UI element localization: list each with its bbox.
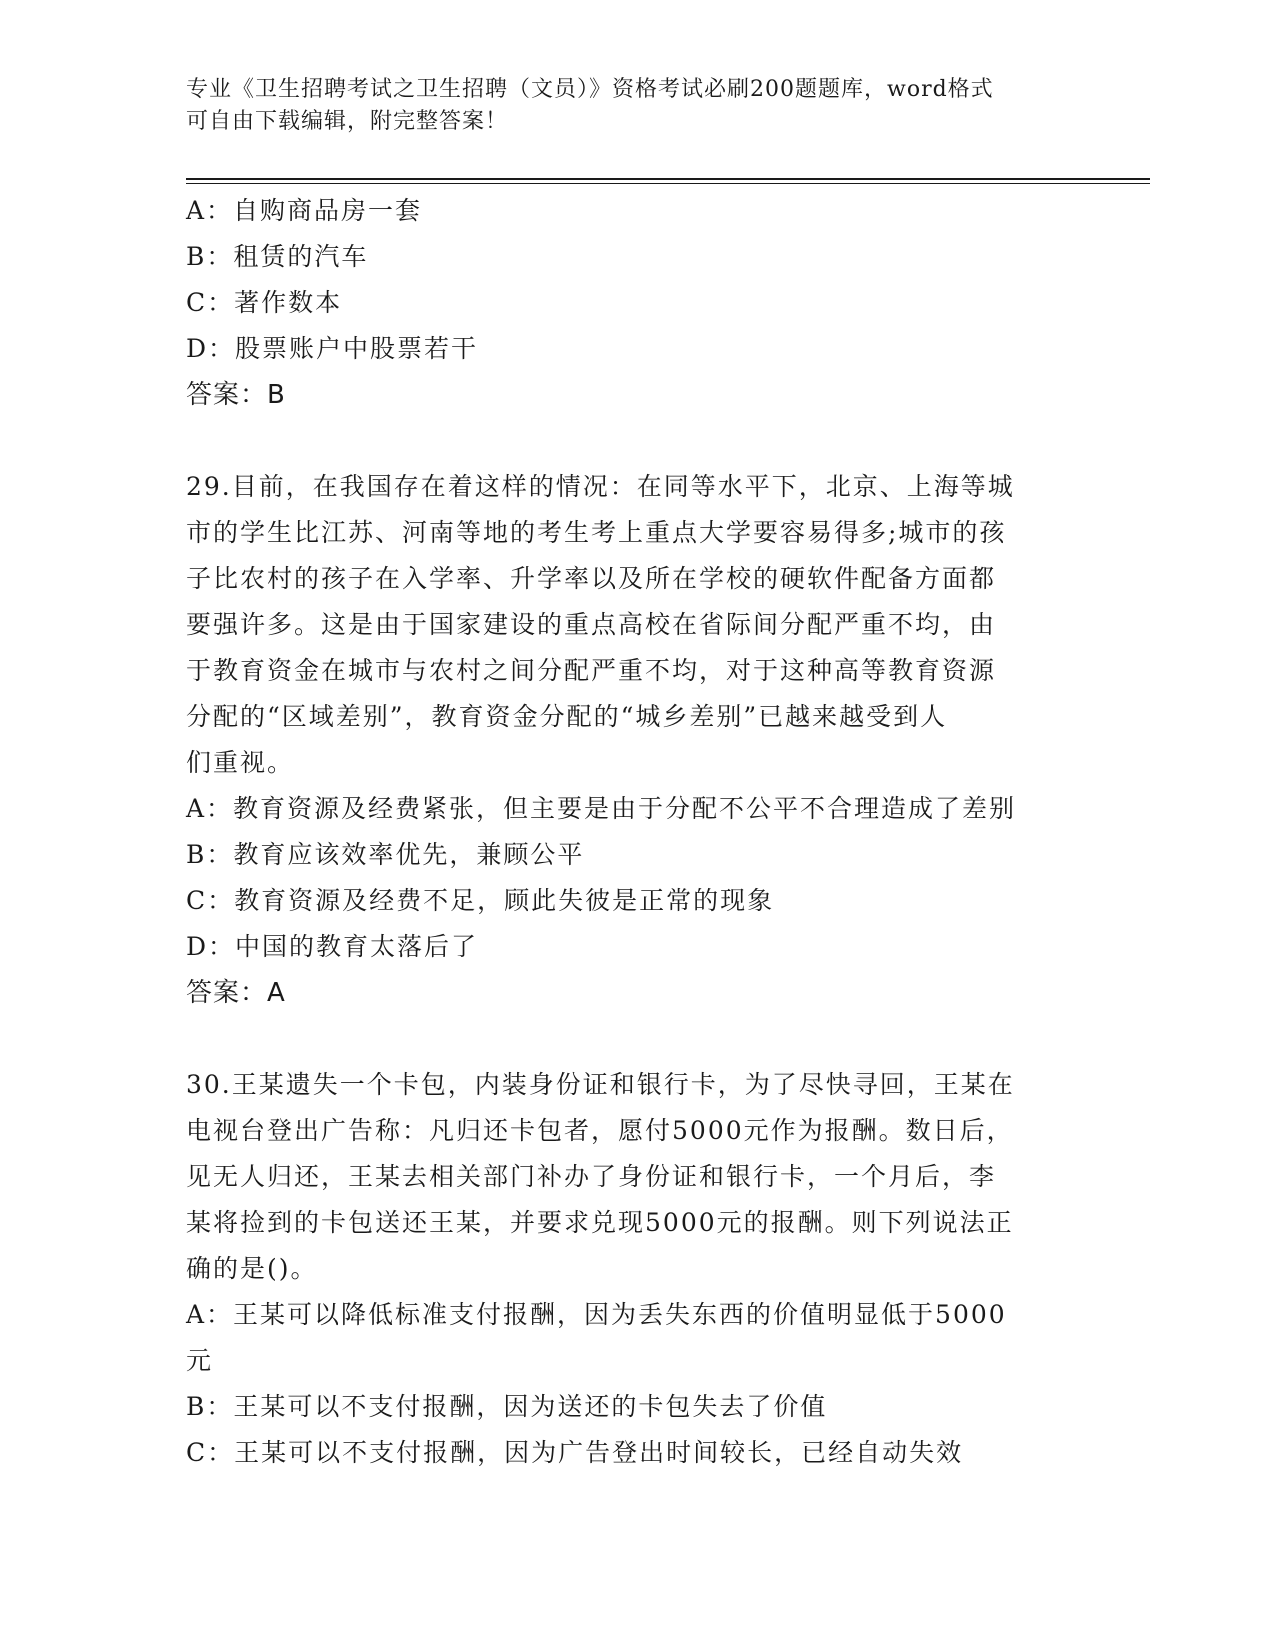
question-28 (186, 188, 1066, 418)
question-text-line: 子比农村的孩子在入学率、升学率以及所在学校的硬软件配备方面都 (186, 564, 997, 593)
option-b: B：租赁的汽车 (186, 242, 369, 271)
question-text-line: 分配的“区域差别”，教育资金分配的“城乡差别”已越来越受到人 (186, 702, 948, 731)
option-d: D：股票账户中股票若干 (186, 334, 479, 363)
header-divider-thin (186, 183, 1150, 184)
question-30 (186, 1062, 1066, 1476)
option-a: A：自购商品房一套 (186, 196, 423, 225)
question-text-line: 29.目前，在我国存在着这样的情况：在同等水平下，北京、上海等城 (186, 472, 1015, 501)
question-text-line: 市的学生比江苏、河南等地的考生考上重点大学要容易得多;城市的孩 (186, 518, 1007, 547)
spacer (186, 418, 1066, 464)
option-d: D：中国的教育太落后了 (186, 932, 479, 961)
question-text-line: 30.王某遗失一个卡包，内装身份证和银行卡，为了尽快寻回，王某在 (186, 1070, 1015, 1099)
header-line-1: 专业《卫生招聘考试之卫生招聘（文员）》资格考试必刷200题题库，word格式 (186, 77, 994, 102)
answer-label: 答案：B (186, 380, 286, 410)
header-line-2: 可自由下载编辑，附完整答案！ (186, 109, 509, 134)
question-text-line: 某将捡到的卡包送还王某，并要求兑现5000元的报酬。则下列说法正 (186, 1208, 1014, 1237)
document-header (186, 74, 1066, 138)
header-divider-thick (186, 178, 1150, 180)
question-text-line: 于教育资金在城市与农村之间分配严重不均，对于这种高等教育资源 (186, 656, 997, 685)
option-a-continuation: 元 (186, 1346, 214, 1375)
question-text-line: 们重视。 (186, 748, 295, 777)
question-text-line: 确的是()。 (186, 1254, 318, 1283)
question-content (186, 188, 1066, 1476)
question-text-line: 电视台登出广告称：凡归还卡包者，愿付5000元作为报酬。数日后， (186, 1116, 1014, 1145)
option-c: C：著作数本 (186, 288, 343, 317)
answer-label: 答案：A (186, 978, 286, 1008)
option-c: C：教育资源及经费不足，顾此失彼是正常的现象 (186, 886, 775, 915)
option-a: A：王某可以降低标准支付报酬，因为丢失东西的价值明显低于5000 (186, 1300, 1007, 1329)
question-text-line: 要强许多。这是由于国家建设的重点高校在省际间分配严重不均，由 (186, 610, 997, 639)
option-b: B：教育应该效率优先，兼顾公平 (186, 840, 585, 869)
question-29 (186, 464, 1066, 1016)
option-a: A：教育资源及经费紧张，但主要是由于分配不公平不合理造成了差别 (186, 794, 1017, 823)
question-text-line: 见无人归还，王某去相关部门补办了身份证和银行卡，一个月后，李 (186, 1162, 997, 1191)
spacer (186, 1016, 1066, 1062)
option-c: C：王某可以不支付报酬，因为广告登出时间较长，已经自动失效 (186, 1438, 964, 1467)
option-b: B：王某可以不支付报酬，因为送还的卡包失去了价值 (186, 1392, 828, 1421)
